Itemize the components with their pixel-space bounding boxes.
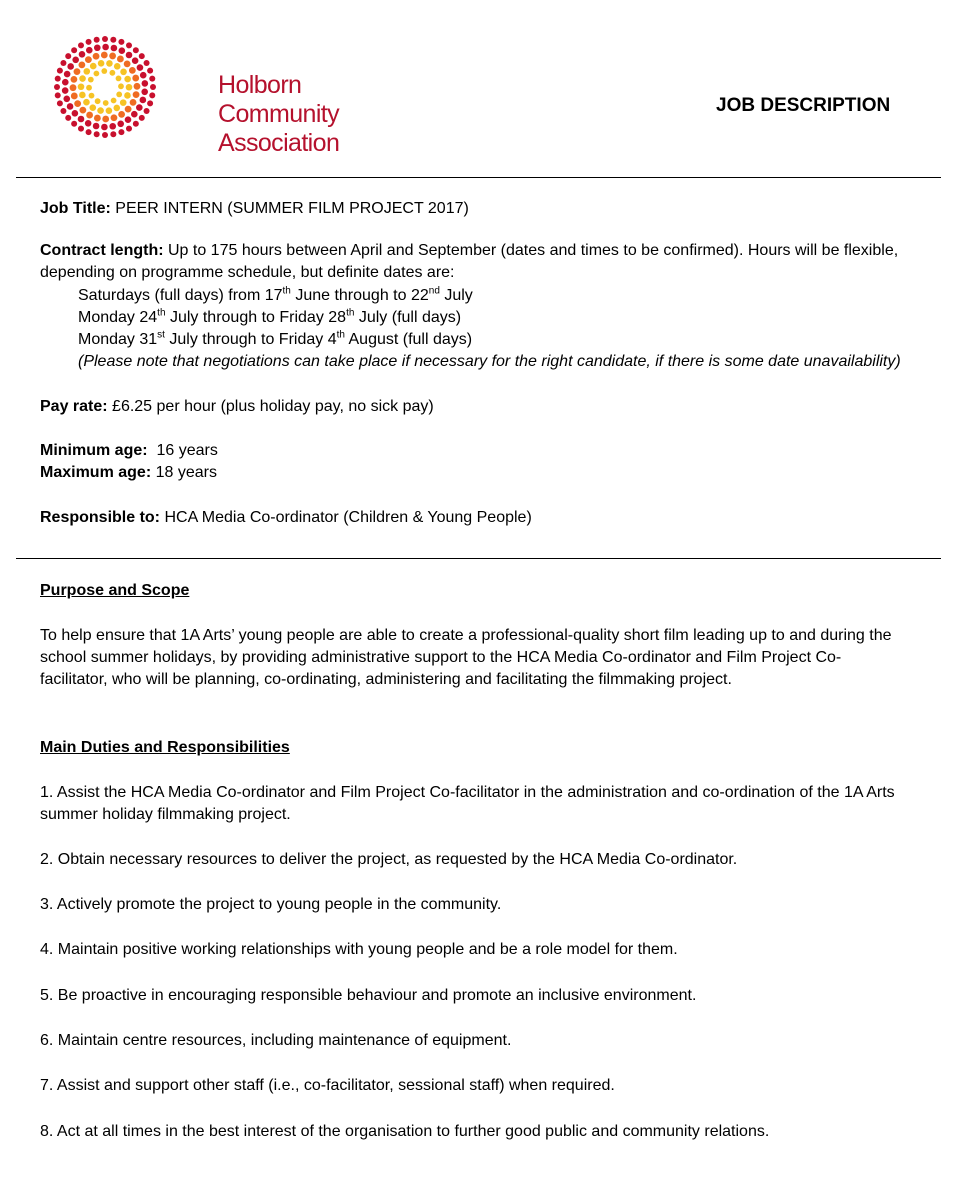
logo-dot [86, 47, 93, 54]
logo-dot [133, 121, 139, 127]
logo-dot [129, 67, 136, 74]
logo-dot [126, 84, 133, 91]
logo-dot [111, 98, 117, 104]
logo-dot [134, 83, 141, 90]
contract-value-line-1: Up to 175 hours between April and September (dates and times to be confirmed). Hours will be flexible, [163, 242, 899, 259]
logo-dot [137, 64, 144, 71]
logo-dot [93, 53, 100, 60]
pay-rate-row [40, 396, 434, 418]
logo-dot [125, 116, 132, 123]
logo-dot [72, 56, 79, 63]
logo-dot [149, 76, 155, 82]
logo-dot [126, 52, 133, 59]
duty-item: 2. Obtain necessary resources to deliver the project, as requested by the HCA Media Co-ordinator. [40, 851, 738, 868]
logo-line-3: Association [218, 129, 340, 157]
logo-dot [133, 47, 139, 53]
date-line: Monday 31st July through to Friday 4th August (full days) [78, 329, 473, 348]
logo-dot [79, 107, 86, 114]
logo-dot [86, 85, 92, 91]
min-age-value: 16 years [147, 442, 218, 459]
max-age-label: Maximum age: [40, 464, 152, 481]
duty-item: 6. Maintain centre resources, including maintenance of equipment. [40, 1032, 512, 1049]
duty-item: 1. Assist the HCA Media Co-ordinator and Film Project Co-facilitator in the administration and co-ordination of the 1A Arts [40, 784, 895, 801]
logo-dot [142, 80, 149, 87]
logo-dot [93, 123, 100, 130]
logo-dot [109, 53, 116, 60]
logo-dot [89, 93, 95, 99]
max-age-value: 18 years [151, 464, 217, 481]
purpose-text-line: facilitator, who will be planning, co-ordinating, administering and facilitating the filmmaking project. [40, 671, 732, 688]
logo-dot [62, 87, 69, 94]
logo-dot [118, 129, 124, 135]
logo-dot [60, 108, 66, 114]
logo-dot [94, 131, 100, 137]
logo-dot [85, 120, 92, 127]
logo-dot [54, 84, 60, 90]
duty-item: 4. Maintain positive working relationships with young people and be a role model for them. [40, 941, 678, 958]
purpose-heading: Purpose and Scope [40, 582, 190, 599]
logo-dot [106, 107, 113, 114]
logo-dot [60, 60, 66, 66]
logo-dot [126, 42, 132, 48]
logo-dot [106, 60, 113, 67]
logo-dot [139, 53, 145, 59]
logo-dot [95, 98, 101, 104]
logo-dot [74, 68, 81, 75]
logo-dot [57, 68, 63, 74]
organisation-logo [50, 33, 340, 157]
logo-dot [88, 77, 94, 83]
logo-wordmark [218, 71, 339, 158]
logo-dot [118, 39, 124, 45]
logo-dot [94, 71, 100, 77]
logo-dot [113, 105, 120, 112]
logo-dot [140, 72, 147, 79]
job-title-label: Job Title: [40, 200, 111, 217]
logo-dot [117, 56, 124, 63]
logo-dot [74, 100, 81, 107]
logo-dot [71, 121, 77, 127]
logo-dot [64, 71, 71, 78]
job-title-value: PEER INTERN (SUMMER FILM PROJECT 2017) [110, 200, 469, 217]
logo-dot [89, 104, 96, 111]
max-age-row [40, 462, 217, 484]
contract-row [40, 240, 898, 262]
logo-line-2: Community [218, 100, 340, 128]
logo-dot [72, 110, 79, 117]
logo-dot [94, 37, 100, 43]
logo-dot [109, 70, 115, 76]
logo-dot [118, 83, 124, 89]
sunburst-logo-icon [50, 33, 160, 141]
min-age-row [40, 440, 218, 462]
purpose-text-line: To help ensure that 1A Arts’ young people are able to create a professional-quality short film leading up to and during the [40, 627, 892, 644]
logo-dot [78, 42, 84, 48]
logo-dot [55, 76, 61, 82]
logo-dot [120, 99, 127, 106]
logo-dot [98, 60, 105, 67]
purpose-text-line: school summer holidays, by providing administrative support to the HCA Media Co-ordinator and Film Project Co- [40, 649, 842, 666]
logo-dot [130, 99, 137, 106]
header-divider [16, 177, 941, 178]
date-line: Saturdays (full days) from 17th June through to 22nd July [78, 285, 473, 304]
document-heading: JOB DESCRIPTION [716, 95, 891, 116]
logo-dot [78, 126, 84, 132]
logo-dot [67, 103, 74, 110]
logo-dot [94, 115, 101, 122]
logo-dot [111, 114, 118, 121]
logo-dot [71, 76, 78, 83]
logo-dot [141, 88, 148, 95]
min-age-label: Minimum age: [40, 442, 148, 459]
responsible-value: HCA Media Co-ordinator (Children & Young People) [160, 509, 532, 526]
logo-dot [102, 116, 109, 123]
logo-dot [118, 111, 125, 118]
logo-dot [71, 47, 77, 53]
logo-dot [78, 116, 85, 123]
responsible-row [40, 507, 532, 529]
duty-item: 8. Act at all times in the best interest of the organisation to further good public and community relations. [40, 1123, 770, 1140]
logo-dot [79, 92, 86, 99]
logo-dot [55, 92, 61, 98]
logo-dot [102, 36, 108, 42]
logo-dot [124, 92, 131, 99]
logo-dot [109, 123, 116, 130]
logo-dot [79, 75, 86, 82]
duty-item: 5. Be proactive in encouraging responsible behaviour and promote an inclusive environment. [40, 987, 697, 1004]
logo-dot [132, 57, 139, 64]
logo-dot [85, 56, 92, 63]
logo-dot [101, 68, 107, 74]
logo-dot [133, 91, 140, 98]
logo-dot [101, 52, 108, 59]
logo-dot [117, 120, 124, 127]
logo-dot [86, 129, 92, 135]
contract-note: (Please note that negotiations can take place if necessary for the right candidate, if there is some date unavailability) [78, 353, 901, 370]
logo-dot [147, 68, 153, 74]
logo-dot [94, 44, 101, 51]
pay-rate-label: Pay rate: [40, 398, 108, 415]
logo-dot [144, 60, 150, 66]
logo-dot [110, 37, 116, 43]
duty-item: 7. Assist and support other staff (i.e., co-facilitator, sessional staff) when required. [40, 1077, 615, 1094]
logo-dot [71, 93, 78, 100]
pay-rate-value: £6.25 per hour (plus holiday pay, no sick pay) [107, 398, 434, 415]
logo-dot [126, 126, 132, 132]
duties-heading: Main Duties and Responsibilities [40, 739, 290, 756]
logo-dot [149, 92, 155, 98]
logo-dot [139, 115, 145, 121]
logo-dot [132, 75, 139, 82]
logo-dot [65, 53, 71, 59]
logo-dot [79, 51, 86, 58]
logo-dot [63, 95, 70, 102]
logo-dot [83, 99, 90, 106]
contract-value-line-2: depending on programme schedule, but definite dates are: [40, 264, 455, 281]
logo-dot [103, 100, 109, 106]
logo-dot [86, 39, 92, 45]
responsible-label: Responsible to: [40, 509, 161, 526]
logo-dot [102, 132, 108, 138]
logo-dot [140, 97, 147, 104]
logo-dot [125, 106, 132, 113]
logo-dot [119, 47, 126, 54]
logo-dot [131, 111, 138, 118]
date-line: Monday 24th July through to Friday 28th July (full days) [78, 307, 462, 326]
logo-dot [90, 63, 97, 70]
logo-dot [86, 112, 93, 119]
logo-dot [101, 124, 108, 131]
duty-item: 3. Actively promote the project to young people in the community. [40, 896, 502, 913]
logo-dot [78, 83, 85, 90]
duty-item-continued: summer holiday filmmaking project. [40, 806, 291, 823]
logo-dot [97, 107, 104, 114]
logo-dot [57, 100, 63, 106]
logo-dot [102, 44, 109, 51]
logo-dot [147, 100, 153, 106]
logo-dot [62, 79, 69, 86]
logo-line-1: Holborn [218, 71, 302, 99]
logo-dot [67, 63, 74, 70]
logo-dot [136, 104, 143, 111]
logo-dot [116, 76, 122, 82]
logo-dot [110, 131, 116, 137]
logo-dot [111, 45, 118, 52]
section-divider [16, 558, 941, 559]
logo-dot [120, 68, 127, 75]
logo-dot [124, 76, 131, 83]
contract-label: Contract length: [40, 242, 164, 259]
logo-dot [150, 84, 156, 90]
logo-dot [83, 68, 90, 75]
logo-dot [124, 60, 131, 67]
logo-dot [116, 91, 122, 97]
logo-dot [65, 115, 71, 121]
logo-dot [144, 108, 150, 114]
logo-dot [78, 61, 85, 68]
logo-dot [114, 63, 121, 70]
job-title-row [40, 198, 469, 220]
logo-dot [70, 84, 77, 91]
